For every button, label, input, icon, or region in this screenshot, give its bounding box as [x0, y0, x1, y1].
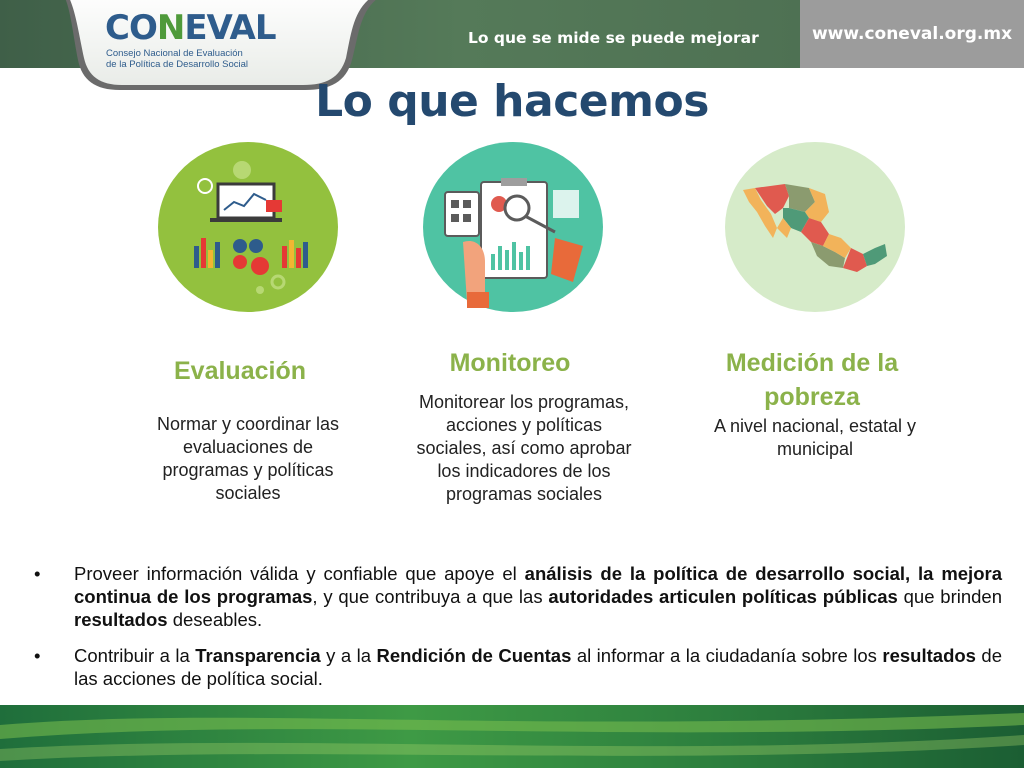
evaluation-illustration-icon	[158, 142, 338, 312]
bullet-list	[34, 562, 1002, 703]
bullet-symbol: •	[34, 563, 41, 584]
pillar-heading-medicion: Medición de la pobreza	[725, 349, 899, 411]
logo-subtitle: Consejo Nacional de Evaluación de la Política de Desarrollo Social	[106, 48, 249, 70]
bullet-item: • Proveer información válida y confiable que apoye el análisis de la política de desarrollo social, la mejora continua de los programas, y que contribuya a que las autoridades articulen políticas públicas que brinden resultados deseables.	[34, 563, 1002, 630]
monitoring-illustration-icon	[423, 142, 603, 312]
pillar-heading-evaluacion: Evaluación	[174, 357, 306, 385]
pillar-text-medicion: A nivel nacional, estatal y municipal	[713, 416, 917, 459]
pillar-heading-monitoreo: Monitoreo	[449, 349, 571, 377]
mexico-map-icon	[725, 142, 905, 312]
page-title: Lo que hacemos	[315, 76, 709, 127]
bullet-symbol: •	[34, 645, 41, 666]
slogan: Lo que se mide se puede mejorar	[468, 29, 759, 47]
url-box	[800, 0, 1024, 68]
pillar-text-monitoreo: Monitorear los programas, acciones y políticas sociales, así como aprobar los indicadores de los programas sociales	[416, 392, 632, 504]
pillar-text-evaluacion: Normar y coordinar las evaluaciones de programas y políticas sociales	[156, 414, 340, 503]
bullet-item: • Contribuir a la Transparencia y a la Rendición de Cuentas al informar a la ciudadanía sobre los resultados de las acciones de política social.	[34, 645, 1003, 689]
coneval-logo: CONEVAL	[105, 8, 276, 48]
footer-decoration	[0, 705, 1024, 768]
website-url[interactable]: www.coneval.org.mx	[811, 24, 1013, 44]
